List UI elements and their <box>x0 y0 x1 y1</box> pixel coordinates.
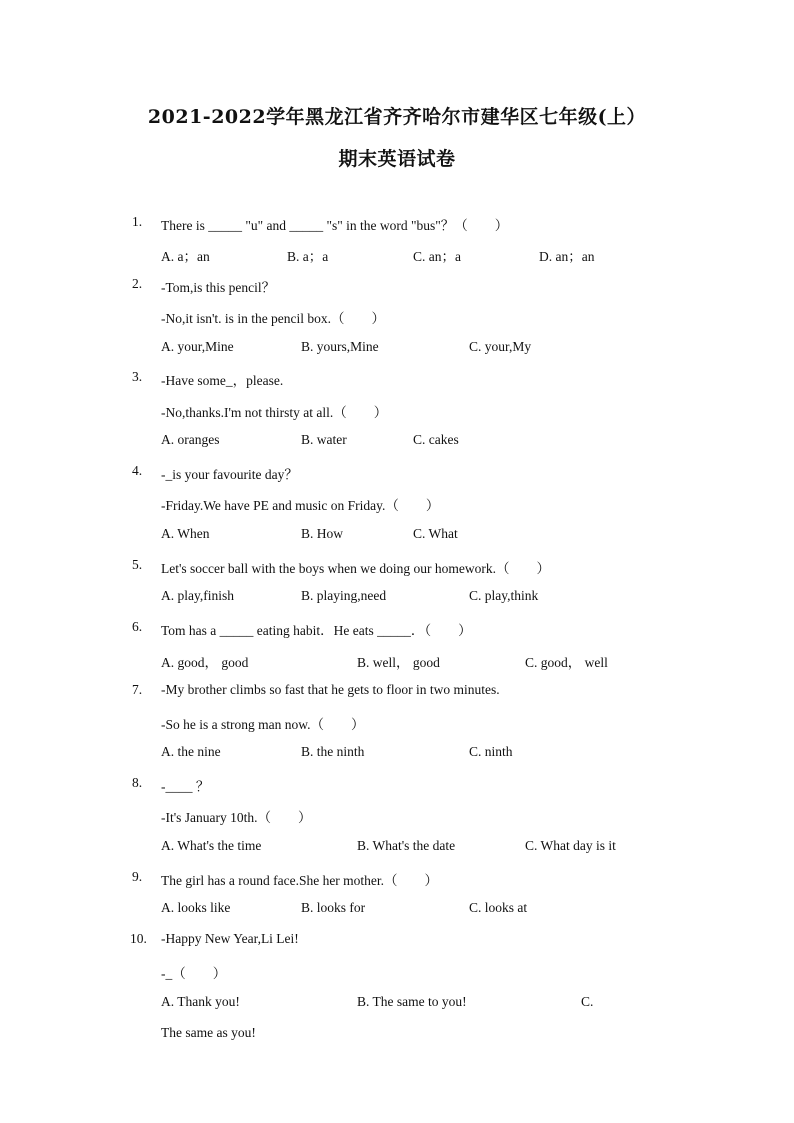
question-text: -So he is a strong man now.（ ） <box>161 717 365 732</box>
question-number: 9. <box>132 869 143 884</box>
option-b: B. water <box>301 432 347 447</box>
question-number: 8. <box>132 775 143 790</box>
option-c: C. cakes <box>413 432 459 447</box>
option-c: C. ninth <box>469 744 513 759</box>
question-text: The girl has a round face.She her mother.（ ） <box>161 873 439 888</box>
question-number: 1. <box>132 214 143 229</box>
question-text: -____ ？ <box>161 779 210 794</box>
question-text: Tom has a _____ eating habit．He eats _____．（ ） <box>161 623 472 638</box>
option-a: A. your,Mine <box>161 339 234 354</box>
question-number: 7. <box>132 682 143 697</box>
question-text: -Tom,is this pencil？ <box>161 280 276 295</box>
option-b: B. the ninth <box>301 744 365 759</box>
option-a: A. Thank you! <box>161 994 240 1009</box>
option-c: C. an；a <box>413 249 461 264</box>
option-b: B. looks for <box>301 900 366 915</box>
option-a: A. oranges <box>161 432 220 447</box>
option-c: C. What day is it <box>525 838 616 853</box>
option-c: C. good， well <box>525 655 608 670</box>
question-text: -No,thanks.I'm not thirsty at all.（ ） <box>161 405 388 420</box>
option-a: A. play,finish <box>161 588 234 603</box>
question-text: -_is your favourite day？ <box>161 467 298 482</box>
page-title: 2021-2022学年黑龙江省齐齐哈尔市建华区七年级(上） <box>147 106 647 128</box>
question-text: -_（ ） <box>161 966 227 981</box>
option-b: B. What's the date <box>357 838 456 853</box>
question-text: -No,it isn't. is in the pencil box.（ ） <box>161 311 386 326</box>
option-a: A. a；an <box>161 249 210 264</box>
option-c: C. looks at <box>469 900 528 915</box>
question-text: Let's soccer ball with the boys when we doing our homework.（ ） <box>161 561 550 576</box>
option-a: A. What's the time <box>161 838 262 853</box>
question-number: 5. <box>132 557 143 572</box>
option-b: B. The same to you! <box>357 994 467 1009</box>
option-c: C. play,think <box>469 588 539 603</box>
option-c: C. your,My <box>469 339 532 354</box>
question-number: 4. <box>132 463 143 478</box>
option-b: B. well， good <box>357 655 440 670</box>
question-number: 2. <box>132 276 143 291</box>
option-b: B. yours,Mine <box>301 339 379 354</box>
question-text: -My brother climbs so fast that he gets to floor in two minutes. <box>161 682 500 697</box>
option-a: A. good， good <box>161 655 249 670</box>
question-number: 10. <box>130 931 147 946</box>
option-d: D. an；an <box>539 249 595 264</box>
question-text: -It's January 10th.（ ） <box>161 810 312 825</box>
question-text: There is _____ "u" and _____ "s" in the word "bus"？（ ） <box>161 218 509 233</box>
option-b: B. a；a <box>287 249 329 264</box>
option-b: B. How <box>301 526 344 541</box>
page-subtitle: 期末英语试卷 <box>338 148 456 170</box>
question-text: -Have some_，please. <box>161 373 284 388</box>
option-b: B. playing,need <box>301 588 387 603</box>
question-text: -Happy New Year,Li Lei! <box>161 931 299 946</box>
question-number: 3. <box>132 369 143 384</box>
question-text: -Friday.We have PE and music on Friday.（ ） <box>161 498 440 513</box>
option-c: C. What <box>413 526 458 541</box>
option-c: C. <box>581 994 594 1009</box>
option-a: A. looks like <box>161 900 231 915</box>
option-a: A. When <box>161 526 210 541</box>
question-number: 6. <box>132 619 143 634</box>
option-c-text: The same as you! <box>161 1025 256 1040</box>
option-a: A. the nine <box>161 744 221 759</box>
